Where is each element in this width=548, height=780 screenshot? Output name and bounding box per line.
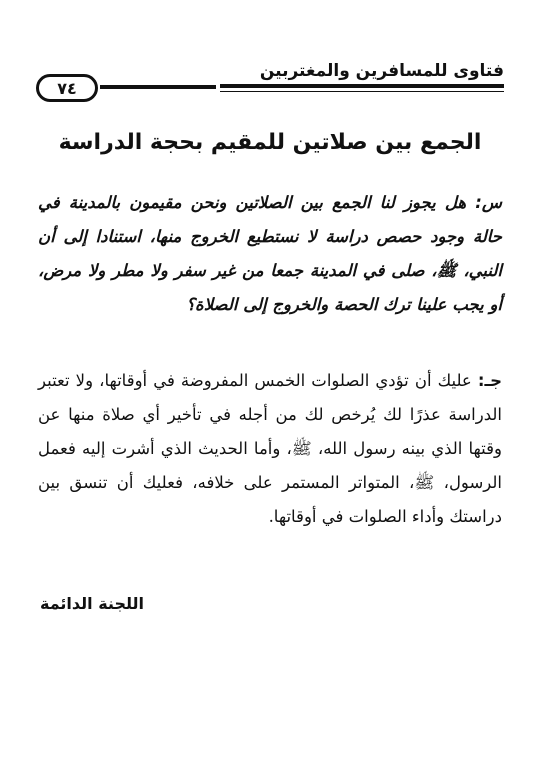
question-label: س: (475, 193, 502, 212)
running-header-title: فتاوى للمسافرين والمغتربين (259, 61, 504, 81)
page-number (36, 74, 98, 102)
header-rule-short (100, 85, 216, 89)
page-header (36, 56, 504, 112)
signature: اللجنة الدائمة (39, 594, 144, 613)
answer-paragraph (38, 364, 502, 534)
page-number-text: ٧٤ (57, 78, 77, 98)
question-text: هل يجوز لنا الجمع بين الصلاتين ونحن مقيمون بالمدينة في حالة وجود حصص دراسة لا نستطيع الخروج منها، استنادا إلى أن النبي، ﷺ، صلى في المدينة جمعا من غير سفر ولا مطر ولا مرض، أو يجب علينا ترك الحصة والخروج إلى الصلاة؟ (38, 193, 502, 314)
answer-text: عليك أن تؤدي الصلوات الخمس المفروضة في أوقاتها، ولا تعتبر الدراسة عذرًا لك يُرخص لك من أجله في تأخير أي صلاة منها عن وقتها الذي بينه رسول الله، ﷺ، وأما الحديث الذي أشرت إليه فعمل الرسول، ﷺ، المتواتر المستمر على خلافه، فعليك أن تنسق بين دراستك وأداء الصلوات في أوقاتها. (38, 371, 502, 526)
fatwa-title: الجمع بين صلاتين للمقيم بحجة الدراسة (58, 130, 482, 155)
answer-label: جـ: (477, 371, 503, 390)
question-paragraph (38, 186, 502, 322)
header-rule (220, 84, 504, 88)
